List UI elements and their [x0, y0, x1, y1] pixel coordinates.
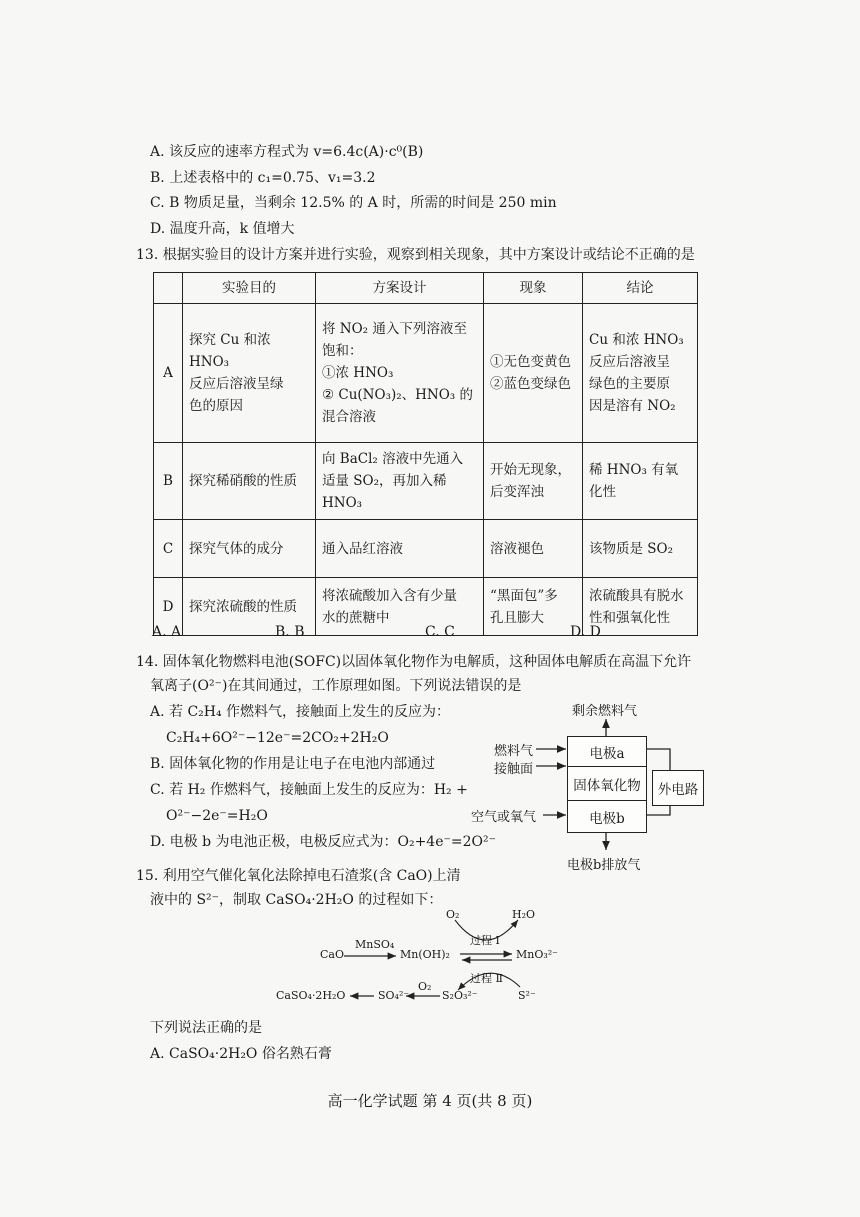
- external-circuit-box: 外电路: [652, 770, 704, 806]
- mno3-label: MnO₃²⁻: [516, 948, 558, 961]
- air-oxygen-label: 空气或氧气: [471, 810, 537, 825]
- cell-line: 探究稀硝酸的性质: [189, 473, 297, 489]
- table-header-phenomenon: 现象: [484, 273, 583, 304]
- process1-label: 过程 Ⅰ: [470, 934, 500, 947]
- table-header-design: 方案设计: [316, 273, 484, 304]
- q15-stem-line2: 液中的 S²⁻，制取 CaSO₄·2H₂O 的过程如下：: [150, 892, 443, 908]
- cell-line: 孔且膨大: [490, 609, 544, 626]
- cell-line: 后变浑浊: [490, 484, 544, 500]
- cell-line: 探究气体的成分: [189, 540, 284, 557]
- q14-option-b: B. 固体氧化物的作用是让电子在电池内部通过: [150, 756, 436, 772]
- cell-line: 色的原因: [189, 398, 243, 414]
- cell-line: 反应后溶液呈绿: [189, 376, 284, 392]
- cell-line: 向 BaCl₂ 溶液中先通入: [322, 451, 464, 467]
- cell-line: 因是溶有 NO₂: [589, 398, 676, 414]
- s2o3-label: S₂O₃²⁻: [442, 989, 478, 1002]
- q13-answer-b: B. B: [275, 624, 305, 640]
- q12-option-d: D. 温度升高，k 值增大: [150, 221, 295, 237]
- cell-line: Cu 和浓 HNO₃: [589, 332, 684, 348]
- row-id: A: [154, 304, 183, 443]
- q12-option-a: A. 该反应的速率方程式为 v=6.4c(A)·c⁰(B): [150, 144, 424, 160]
- caso4-label: CaSO₄·2H₂O: [276, 989, 346, 1002]
- cell-line: ①浓 HNO₃: [322, 365, 394, 381]
- q15-question: 下列说法正确的是: [150, 1020, 262, 1036]
- cell-line: 探究浓硫酸的性质: [189, 598, 297, 615]
- cell-line: 反应后溶液呈: [589, 354, 670, 370]
- cell-line: 探究 Cu 和浓 HNO₃: [189, 332, 271, 370]
- q14-option-c-equation: O²⁻−2e⁻=H₂O: [166, 808, 268, 824]
- q14-option-d: D. 电极 b 为电池正极，电极反应式为：O₂+4e⁻=2O²⁻: [150, 834, 497, 850]
- q15-stem-line1: 15. 利用空气催化氧化法除掉电石渣浆(含 CaO)上清: [136, 868, 461, 884]
- q14-stem-line1: 14. 固体氧化物燃料电池(SOFC)以固体氧化物作为电解质，这种固体电解质在高温下允许: [136, 654, 692, 670]
- remaining-fuel-label: 剩余燃料气: [572, 704, 638, 719]
- cell-line: 该物质是 SO₂: [589, 540, 674, 557]
- cell-line: 溶液褪色: [490, 540, 544, 557]
- cell-line: 将浓硫酸加入含有少量: [322, 587, 457, 604]
- interface-label: 接触面: [494, 762, 534, 777]
- electrode-b-box: 电极b: [567, 800, 647, 833]
- cell-line: 绿色的主要原: [589, 376, 670, 392]
- cell-line: “黑面包”多: [490, 587, 558, 604]
- table-header-purpose: 实验目的: [183, 273, 316, 304]
- q14-option-a-equation: C₂H₄+6O²⁻−12e⁻=2CO₂+2H₂O: [166, 730, 389, 746]
- cell-line: 浓硫酸具有脱水: [589, 587, 684, 604]
- page-footer: 高一化学试题 第 4 页(共 8 页): [327, 1092, 533, 1110]
- q14-stem-line2: 氧离子(O²⁻)在其间通过，工作原理如图。下列说法错误的是: [150, 678, 522, 694]
- o2-bottom-label: O₂: [418, 980, 432, 993]
- q12-option-c: C. B 物质足量，当剩余 12.5% 的 A 时，所需的时间是 250 min: [150, 195, 557, 211]
- row-id: B: [154, 443, 183, 520]
- cell-line: 开始无现象，: [490, 462, 571, 478]
- solid-oxide-box: 固体氧化物: [567, 766, 647, 801]
- q13-answer-d: D. D: [570, 624, 601, 640]
- cell-line: 将 NO₂ 通入下列溶液至: [322, 321, 467, 337]
- o2-top-label: O₂: [446, 908, 460, 921]
- cell-line: ①无色变黄色: [490, 354, 571, 370]
- q15-option-a: A. CaSO₄·2H₂O 俗名熟石膏: [150, 1046, 332, 1062]
- electrode-b-exhaust-label: 电极b排放气: [567, 858, 641, 873]
- cell-line: 通入品红溶液: [322, 540, 403, 557]
- cell-line: 适量 SO₂，再加入稀 HNO₃: [322, 473, 447, 511]
- cell-line: ②蓝色变绿色: [490, 376, 571, 392]
- row-id: D: [154, 578, 183, 636]
- q13-answer-c: C. C: [425, 624, 455, 640]
- cell-line: 饱和：: [322, 343, 363, 359]
- h2o-top-label: H₂O: [512, 908, 536, 921]
- q12-option-b: B. 上述表格中的 c₁=0.75、v₁=3.2: [150, 170, 376, 186]
- process2-label: 过程 Ⅱ: [470, 972, 503, 985]
- mnso4-label: MnSO₄: [355, 938, 395, 951]
- circuit-wire-top: [646, 749, 670, 770]
- row-id: C: [154, 520, 183, 578]
- cell-line: 水的蔗糖中: [322, 609, 390, 626]
- q13-answer-a: A. A: [152, 624, 182, 640]
- cell-line: 化性: [589, 484, 616, 500]
- cell-line: 稀 HNO₃ 有氧: [589, 462, 679, 478]
- mnoh2-label: Mn(OH)₂: [400, 948, 450, 961]
- cao-label: CaO: [320, 948, 344, 961]
- so4-label: SO₄²⁻: [378, 989, 410, 1002]
- cell-line: ② Cu(NO₃)₂、HNO₃ 的: [322, 387, 474, 403]
- q13-stem: 13. 根据实验目的设计方案并进行实验，观察到相关现象，其中方案设计或结论不正确的是: [136, 247, 695, 263]
- s2-label: S²⁻: [518, 989, 536, 1002]
- q14-option-c: C. 若 H₂ 作燃料气，接触面上发生的反应为：H₂ +: [150, 782, 468, 798]
- electrode-a-box: 电极a: [567, 736, 647, 767]
- table-header-conclusion: 结论: [583, 273, 698, 304]
- q14-option-a: A. 若 C₂H₄ 作燃料气，接触面上发生的反应为：: [150, 704, 451, 720]
- cell-line: 性和强氧化性: [589, 609, 670, 626]
- cell-line: 混合溶液: [322, 409, 376, 425]
- fuel-gas-label: 燃料气: [494, 744, 534, 759]
